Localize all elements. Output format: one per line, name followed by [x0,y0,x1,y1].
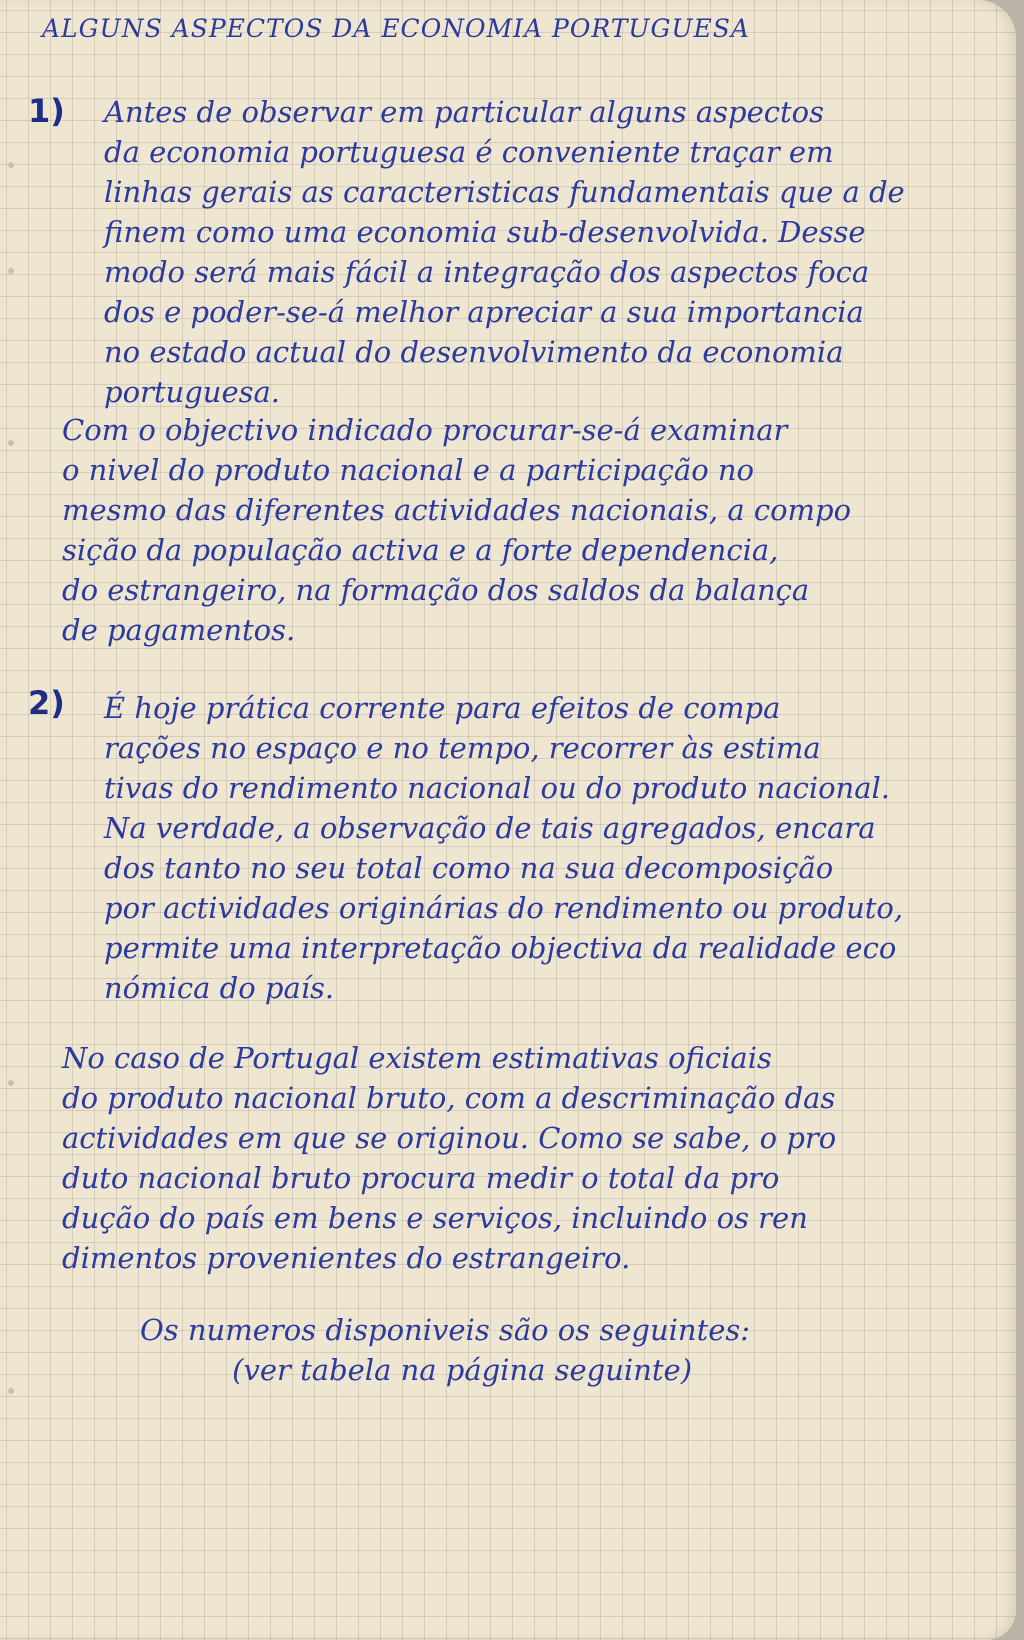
section-1-paragraph: Antes de observar em particular alguns aspectos da economia portuguesa é conveniente traçar em linhas gerais as caracteristicas fundamentais que a de finem como uma economia sub-desenvolvida. Desse modo será mais fácil a integração dos aspectos foca dos e poder-se-á melhor apreciar a sua importancia no estado actual do desenvolvimento da economia portuguesa. [104,95,905,409]
punch-hole [8,162,14,168]
punch-hole [8,440,14,446]
punch-hole [8,1080,14,1086]
section-1-paragraph-2: Com o objectivo indicado procurar-se-á examinar o nivel do produto nacional e a participação no mesmo das diferentes actividades nacionais, a compo sição da população activa e a forte dependencia, do estrangeiro, na formação dos saldos da balança de pagamentos. [62,413,852,647]
section-2-paragraph-2: No caso de Portugal existem estimativas oficiais do produto nacional bruto, com a descriminação das actividades em que se originou. Como se sabe, o pro duto nacional bruto procura medir o total da pro dução do país em bens e serviços, incluindo os ren dimentos provenientes do estrangeiro. [62,1041,837,1275]
closing-note: Os numeros disponiveis são os seguintes: (ver tabela na página seguinte) [140,1313,751,1387]
punch-hole [8,1388,14,1394]
page-title: ALGUNS ASPECTOS DA ECONOMIA PORTUGUESA [42,14,750,43]
section-number-2: 2) [28,684,65,722]
punch-hole [8,268,14,274]
section-2-paragraph: É hoje prática corrente para efeitos de compa rações no espaço e no tempo, recorrer às estima tivas do rendimento nacional ou do produto nacional. Na verdade, a observação de tais agregados, encara dos tanto no seu total como na sua decomposição por actividades originárias do rendimento ou produto, permite uma interpretação objectiva da realidade eco nómica do país. [104,691,904,1005]
section-number-1: 1) [28,92,65,130]
